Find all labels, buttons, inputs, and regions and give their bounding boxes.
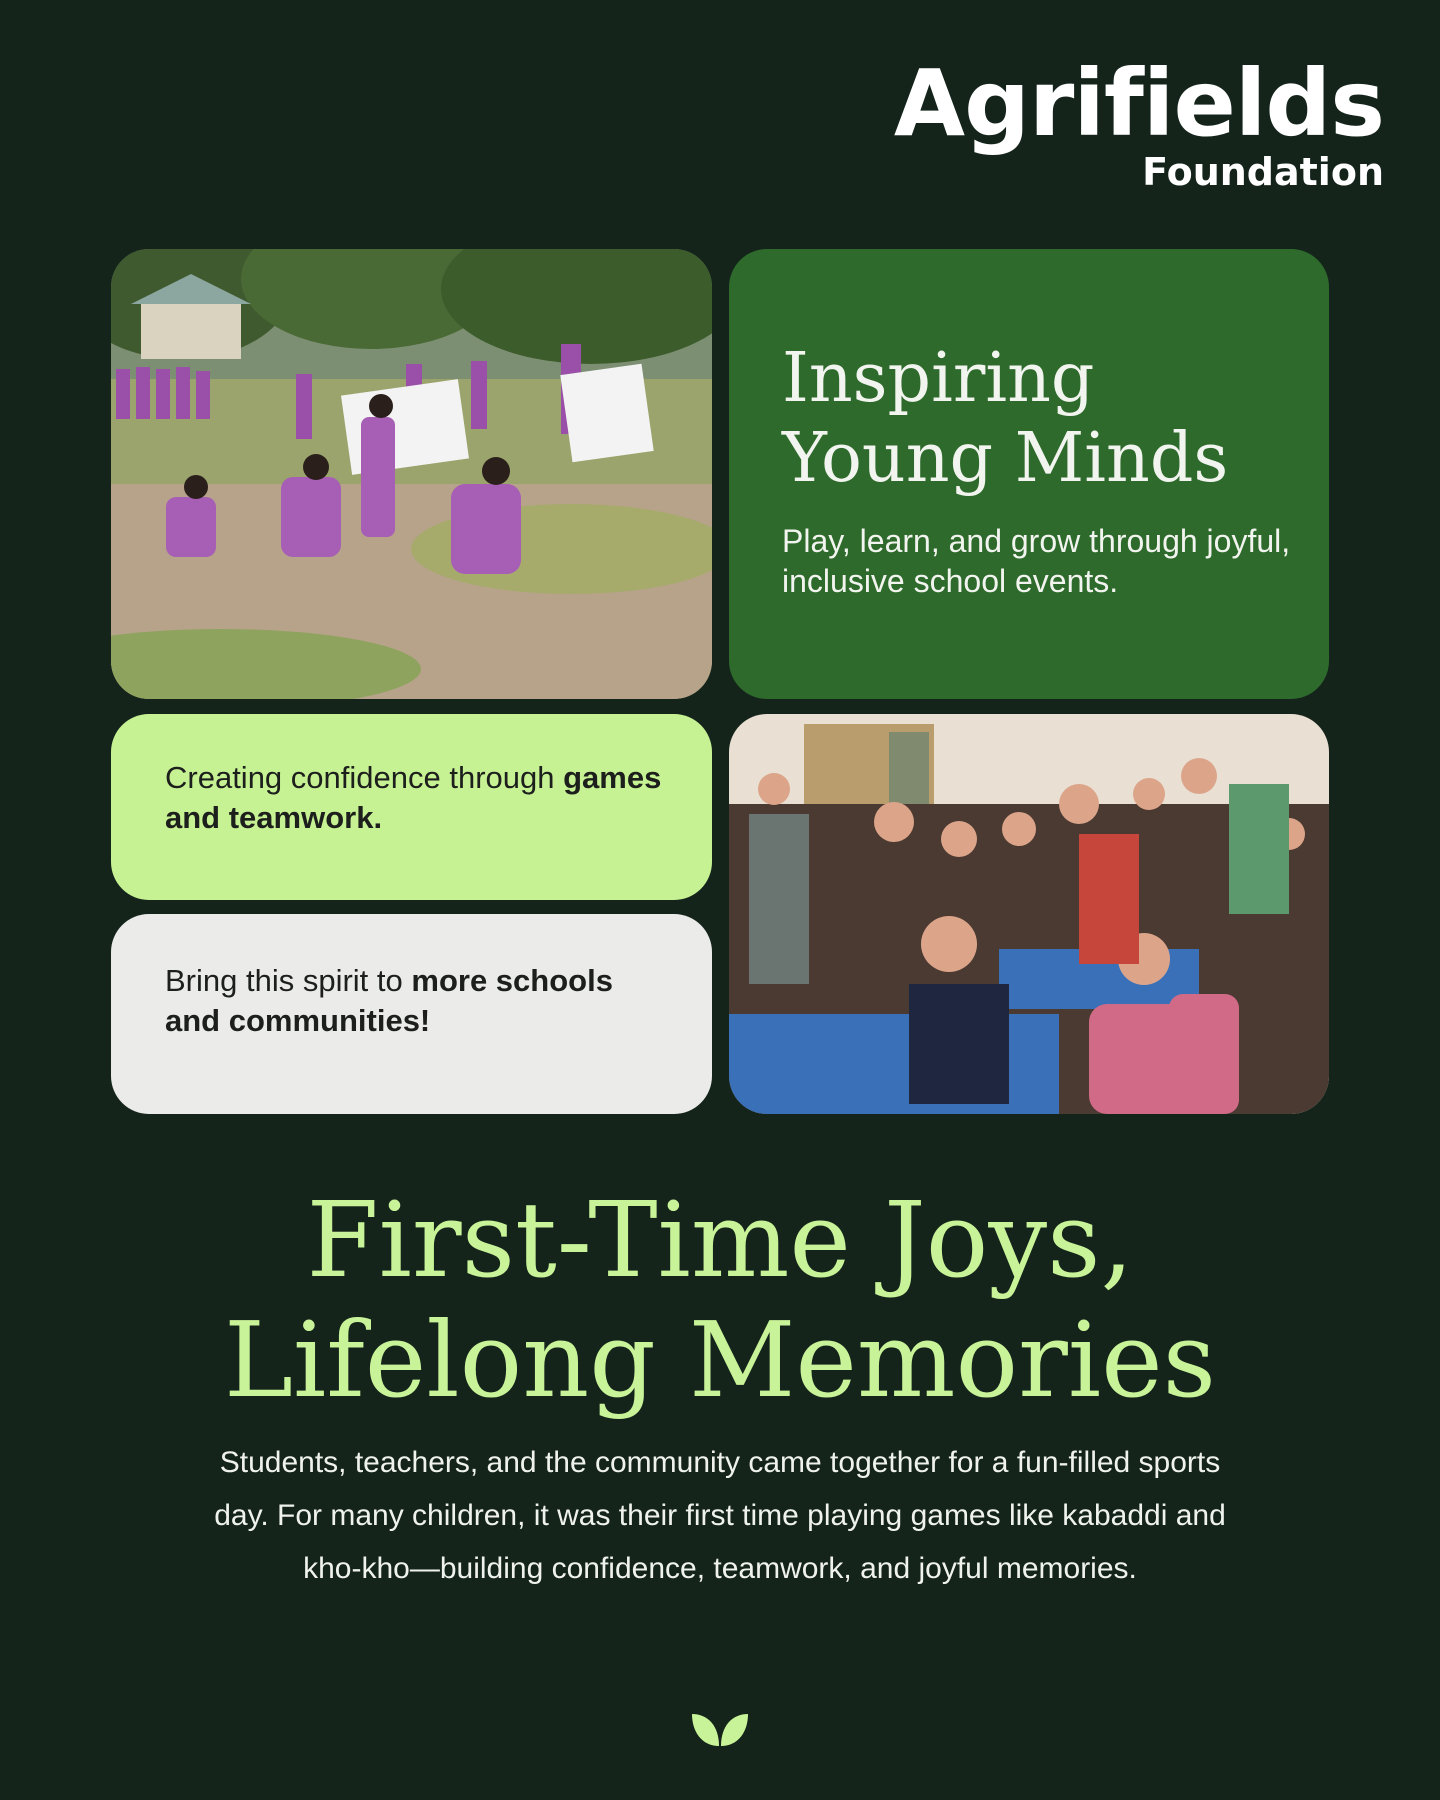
body-paragraph: Students, teachers, and the community came together for a fun-filled sports day. For many children, it was their first time playing games like kabaddi and kho-kho—building confidence, teamwork, and joyful memories. — [214, 1446, 1226, 1585]
main-headline: First-Time Joys, Lifelong Memories — [223, 1179, 1216, 1421]
sports-day-photo — [111, 249, 712, 699]
classroom-illustration — [729, 714, 1329, 1114]
spirit-emphasis: more schools and communities! — [165, 963, 613, 1038]
confidence-lead: Creating confidence through — [165, 760, 555, 795]
leaf-icon — [690, 1708, 750, 1748]
hero-card — [729, 249, 1329, 699]
spirit-lead: Bring this spirit to — [165, 963, 403, 998]
brand-subtitle: Foundation — [1142, 150, 1384, 194]
brand-logo — [893, 50, 1384, 194]
confidence-text — [165, 758, 675, 838]
spirit-card — [111, 914, 712, 1114]
brand-name: Agrifields — [893, 50, 1384, 157]
spirit-text — [165, 961, 675, 1041]
confidence-card — [111, 714, 712, 900]
classroom-photo — [729, 714, 1329, 1114]
hero-subtitle: Play, learn, and grow through joyful, inclusive school events. — [782, 523, 1291, 599]
hero-title: Inspiring Young Minds — [782, 339, 1229, 498]
confidence-emphasis: games and teamwork. — [165, 760, 662, 835]
sports-field-illustration — [111, 249, 712, 699]
